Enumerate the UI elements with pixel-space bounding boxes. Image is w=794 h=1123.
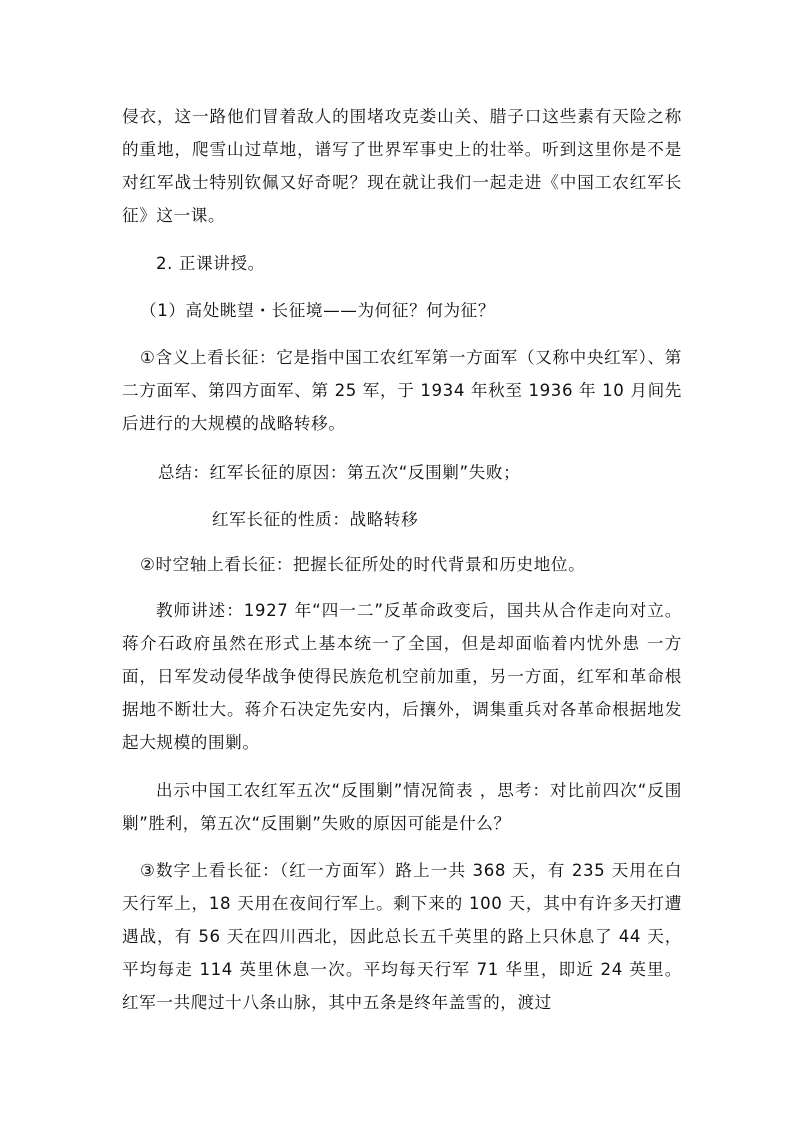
- subsection-heading-1: （1）高处眺望・长征境——为何征？何为征？: [140, 301, 496, 320]
- intro-paragraph: 侵衣，这一路他们冒着敌人的围堵攻克娄山关、腊子口这些素有天险之称的重地，爬雪山过草地，谱写了世界军事史上的壮举。听到这里你是不是对红军战士特别钦佩又好奇呢？现在就让我们一起走进《中国工农红军长征》这一课。: [122, 107, 682, 225]
- section-heading-main-lecture: 2. 正课讲授。: [156, 254, 265, 273]
- paragraph-teacher-narration: 教师讲述：1927 年“四一二”反革命政变后，国共从合作走向对立。蒋介石政府虽然在形式上基本统一了全国，但是却面临着内忧外患 一方面，日军发动侵华战争使得民族危机空前加重，另一方面，红军和革命根据地不断壮大。蒋介石决定先安内，后攘外，调集重兵对各革命根据地发起大规模的围剿。: [122, 601, 682, 752]
- paragraph-timeline-view: ②时空轴上看长征：把握长征所处的时代背景和历史地位。: [140, 555, 586, 574]
- paragraph-meaning-of-long-march: ①含义上看长征：它是指中国工农红军第一方面军（又称中央红军）、第二方面军、第四方面军、第 25 军，于 1934 年秋至 1936 年 10 月间先后进行的大规模的战略转移。: [122, 348, 682, 433]
- summary-nature-line: 红军长征的性质：战略转移: [212, 510, 419, 529]
- paragraph-table-question: 出示中国工农红军五次“反围剿”情况简表 ，思考：对比前四次“反围剿”胜利，第五次“反围剿”失败的原因可能是什么？: [122, 781, 682, 833]
- paragraph-numbers-view: ③数字上看长征：（红一方面军）路上一共 368 天，有 235 天用在白天行军上，18 天用在夜间行军上。剩下来的 100 天，其中有许多天打遭遇战，有 56 天在四川西北，因此总长五千英里的路上只休息了 44 天，平均每走 114 英里休息一次。平均每天行军 71 华里，即近 24 英里。红军一共爬过十八条山脉，其中五条是终年盖雪的，渡过: [122, 861, 682, 1012]
- summary-cause-line: 总结：红军长征的原因：第五次“反围剿”失败；: [158, 463, 521, 482]
